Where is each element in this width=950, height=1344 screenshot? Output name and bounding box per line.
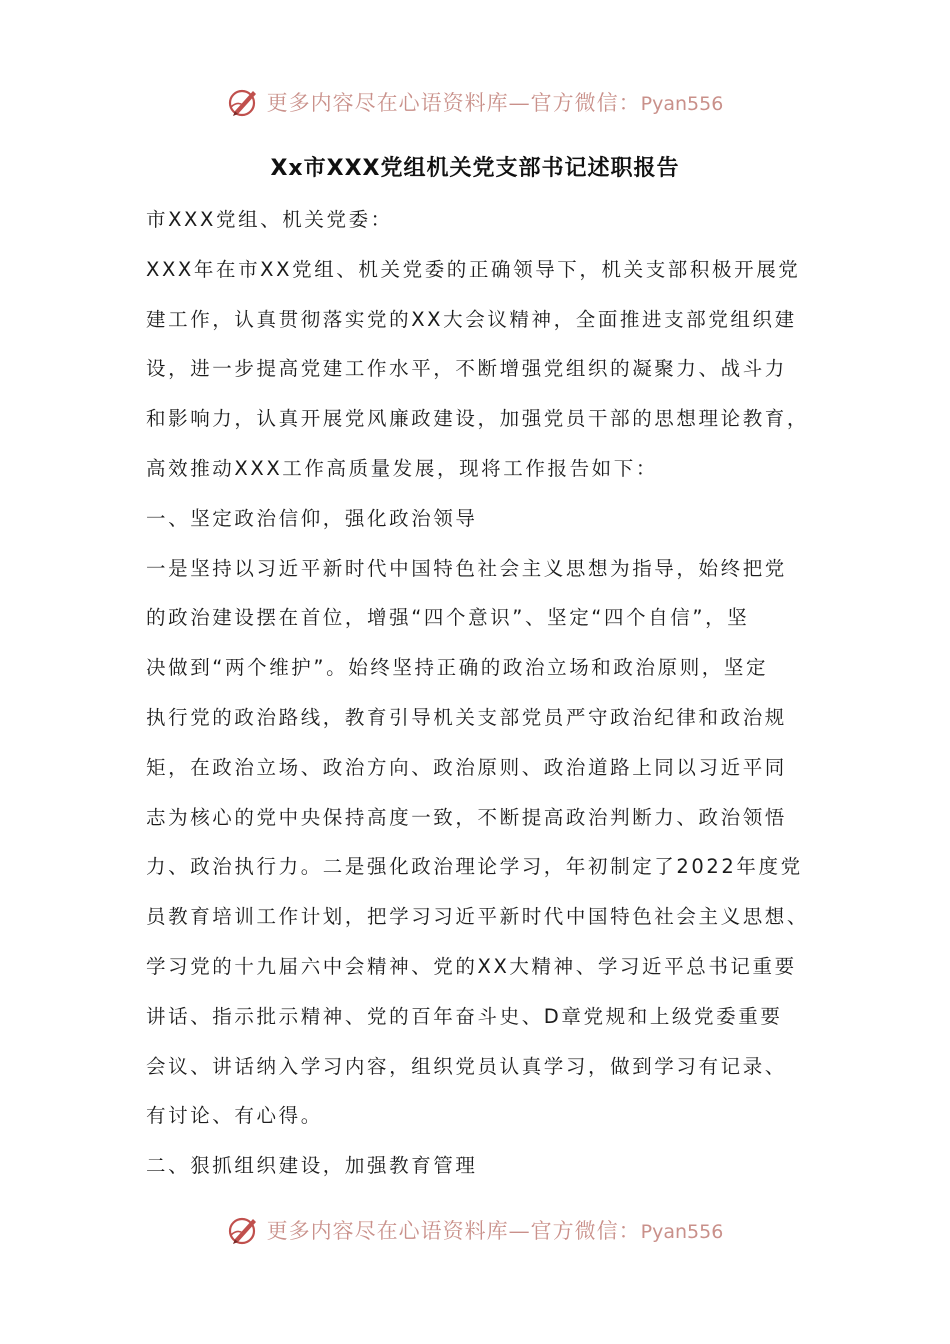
text-line: 讲话、指示批示精神、党的百年奋斗史、D章党规和上级党委重要 (146, 1004, 783, 1028)
text-line: 执行党的政治路线，教育引导机关支部党员严守政治纪律和政治规 (146, 705, 787, 729)
document-title: Xx市XXX党组机关党支部书记述职报告 (270, 156, 680, 181)
text-line: 高效推动XXX工作高质量发展，现将工作报告如下： (146, 456, 658, 480)
text-line: 设，进一步提高党建工作水平，不断增强党组织的凝聚力、战斗力 (146, 357, 787, 381)
text-line: XXX年在市XX党组、机关党委的正确领导下，机关支部积极开展党 (146, 257, 801, 281)
watermark-banner-top (0, 80, 950, 124)
text-line: 矩，在政治立场、政治方向、政治原则、政治道路上同以习近平同 (146, 755, 787, 779)
text-line: 学习党的十九届六中会精神、党的XX大精神、学习近平总书记重要 (146, 954, 797, 978)
text-line: 会议、讲话纳入学习内容，组织党员认真学习，做到学习有记录、 (146, 1054, 787, 1078)
text-line: 力、政治执行力。二是强化政治理论学习，年初制定了2022年度党 (146, 855, 803, 879)
pen-logo-icon (227, 1213, 261, 1247)
text-line: 建工作，认真贯彻落实党的XX大会议精神，全面推进支部党组织建 (146, 307, 797, 331)
section-heading: 一、坚定政治信仰，强化政治领导 (146, 506, 478, 530)
document-body (146, 195, 811, 1191)
text-line: 一是坚持以习近平新时代中国特色社会主义思想为指导，始终把党 (146, 556, 787, 580)
watermark-banner-bottom (0, 1208, 950, 1252)
watermark-text: 更多内容尽在心语资料库—官方微信：Pyan556 (266, 1219, 724, 1243)
text-line: 市XXX党组、机关党委： (146, 208, 393, 231)
text-line: 员教育培训工作计划，把学习习近平新时代中国特色社会主义思想、 (146, 905, 810, 929)
text-line: 和影响力，认真开展党风廉政建设，加强党员干部的思想理论教育， (146, 407, 810, 431)
text-line: 有讨论、有心得。 (146, 1104, 323, 1128)
section-heading: 二、狠抓组织建设，加强教育管理 (146, 1154, 478, 1178)
text-line: 志为核心的党中央保持高度一致，不断提高政治判断力、政治领悟 (146, 805, 787, 829)
pen-logo-icon (227, 85, 261, 119)
text-line: 的政治建设摆在首位，增强“四个意识”、坚定“四个自信”，坚 (146, 606, 750, 630)
text-line: 决做到“两个维护”。始终坚持正确的政治立场和政治原则，坚定 (146, 656, 769, 680)
watermark-text: 更多内容尽在心语资料库—官方微信：Pyan556 (266, 91, 724, 115)
